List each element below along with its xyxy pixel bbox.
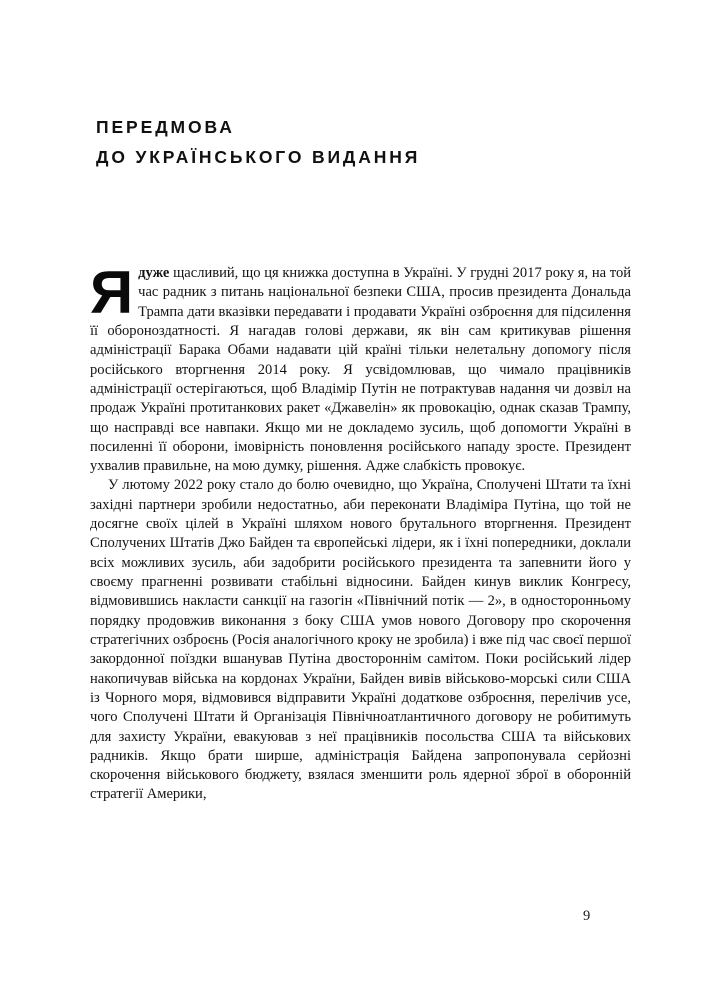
chapter-heading-line-2: ДО УКРАЇНСЬКОГО ВИДАННЯ bbox=[96, 147, 421, 167]
body-text-block bbox=[90, 259, 631, 805]
chapter-heading bbox=[96, 112, 636, 172]
page-number: 9 bbox=[583, 908, 591, 924]
paragraph-1 bbox=[90, 259, 631, 476]
paragraph-1-lead-bold: дуже bbox=[138, 265, 170, 281]
paragraph-2: У лютому 2022 року стало до болю очевидно, що Україна, Сполучені Штати та їхні західні партнери зробили недостатньо, аби переконати Владіміра Путіна, що той не досягне своїх цілей в Україні шляхом нового брутального вторгнення. Президент Сполучених Штатів Джо Байден та європейські лідери, як і їхні попередники, доклали всіх можливих зусиль, аби задобрити російського президента та запевнити його у своєму прагненні розвивати стабільні відносини. Байден кинув виклик Конгресу, відмовившись накласти санкції на газогін «Північний потік — 2», в односторонньому порядку продовжив виконання з боку США умов нового Договору про скорочення стратегічних озброєнь (Росія аналогічного кроку не зробила) і вже під час своєї першої закордонної поїздки вшанував Путіна двостороннім самітом. Поки російський лідер накопичував війська на кордонах України, Байден вивів військово-морські сили США із Чорного моря, відмовився відправити Україні додаткове озброєння, перелічив усе, чого Сполучені Штати й Організація Північноатлантичного договору не робитимуть для захисту України, евакуював з неї працівників посольства США та військових радників. Якщо брати ширше, адміністрація Байдена запропонувала серйозні скорочення військового бюджету, взялася зменшити роль ядерної зброї в оборонній стратегії Америки, bbox=[90, 477, 631, 803]
drop-cap: Я bbox=[90, 259, 134, 326]
paragraph-1-text: щасливий, що ця книжка доступна в Україні. У грудні 2017 року я, на той час радник з питань національної безпеки США, просив президента Дональда Трампа дати вказівки передавати і продавати Україні озброєння для підсилення її обороноздатності. Я нагадав голові держави, як він сам критикував рішення адміністрації Барака Обами надавати цій країні тільки нелетальну допомогу після російського вторгнення 2014 року. Я усвідомлював, що чимало працівників адміністрації остерігаються, щоб Владімір Путін не потрактував надання чи дозвіл на продаж Україні протитанкових ракет «Джавелін» як провокацію, однак сказав Трампу, що насправді все навпаки. Якщо ми не докладемо зусиль, щоб допомогти Україні в посиленні її оборони, імовірність поновлення російського нападу зросте. Президент ухвалив правильне, на мою думку, рішення. Адже слабкість провокує. bbox=[90, 265, 631, 475]
chapter-heading-line-1: ПЕРЕДМОВА bbox=[96, 117, 235, 137]
